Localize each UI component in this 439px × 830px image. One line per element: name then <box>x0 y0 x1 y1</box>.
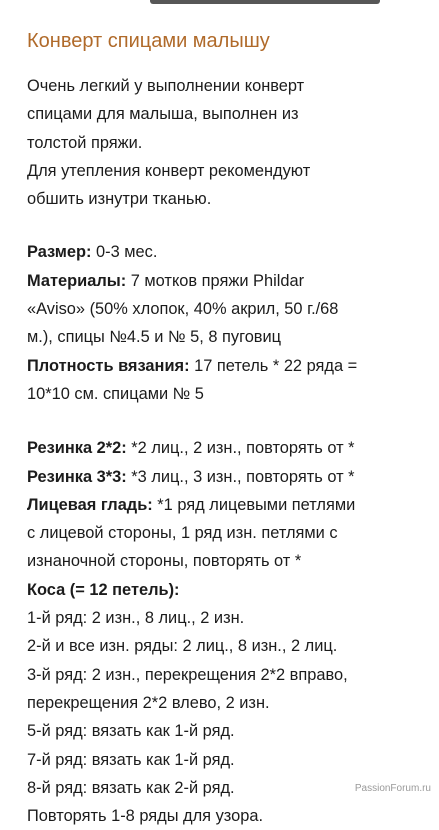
cable-row: 1-й ряд: 2 изн., 8 лиц., 2 изн. <box>27 609 245 628</box>
size-label: Размер: <box>27 243 92 262</box>
cable-row: Повторять 1-8 ряды для узора. <box>27 807 264 826</box>
page-title: Конверт спицами малышу <box>27 30 270 52</box>
intro-line: толстой пряжи. <box>27 133 143 152</box>
materials-row-cont: «Aviso» (50% хлопок, 40% акрил, 50 г./68 <box>27 300 339 319</box>
rib-3x3-row <box>27 463 427 491</box>
cable-row: перекрещения 2*2 влево, 2 изн. <box>27 693 270 712</box>
cable-row: 5-й ряд: вязать как 1-й ряд. <box>27 722 235 741</box>
rib-2x2-label: Резинка 2*2: <box>27 439 127 458</box>
rib-3x3-text: *3 лиц., 3 изн., повторять от * <box>126 467 355 486</box>
site-watermark: PassionForum.ru <box>354 783 431 794</box>
rib-3x3-label: Резинка 3*3: <box>27 467 127 486</box>
density-value: 17 петель * 22 ряда = <box>189 356 358 375</box>
cable-label: Коса (= 12 петель): <box>27 580 180 599</box>
materials-row <box>27 267 427 295</box>
top-cut-off-header <box>0 0 439 8</box>
patterns-block <box>27 434 427 830</box>
cable-heading <box>27 576 427 604</box>
stockinette-row <box>27 491 427 519</box>
density-row-cont: 10*10 см. спицами № 5 <box>27 384 204 403</box>
density-row <box>27 352 427 380</box>
article <box>27 28 427 830</box>
specs-block <box>27 238 427 408</box>
materials-row-cont: м.), спицы №4.5 и № 5, 8 пуговиц <box>27 328 282 347</box>
stockinette-row-cont: изнаночной стороны, повторять от * <box>27 552 302 571</box>
intro-line: Для утепления конверт рекомендуют <box>27 161 311 180</box>
intro-line: спицами для малыша, выполнен из <box>27 105 299 124</box>
size-row <box>27 238 427 266</box>
materials-value: 7 мотков пряжи Phildar <box>126 271 305 290</box>
materials-label: Материалы: <box>27 271 127 290</box>
cable-row: 7-й ряд: вязать как 1-й ряд. <box>27 750 235 769</box>
cut-off-heading-fragment <box>150 0 380 4</box>
stockinette-text: *1 ряд лицевыми петлями <box>152 495 356 514</box>
intro-line: Очень легкий у выполнении конверт <box>27 77 305 95</box>
cable-row: 8-й ряд: вязать как 2-й ряд. <box>27 778 235 797</box>
cable-row: 3-й ряд: 2 изн., перекрещения 2*2 вправо, <box>27 665 348 684</box>
stockinette-label: Лицевая гладь: <box>27 495 153 514</box>
stockinette-row-cont: с лицевой стороны, 1 ряд изн. петлями с <box>27 524 338 543</box>
rib-2x2-text: *2 лиц., 2 изн., повторять от * <box>126 439 355 458</box>
density-label: Плотность вязания: <box>27 356 190 375</box>
cable-row: 2-й и все изн. ряды: 2 лиц., 8 изн., 2 лиц. <box>27 637 338 656</box>
intro-paragraph <box>27 72 427 213</box>
size-value: 0-3 мес. <box>91 243 158 262</box>
rib-2x2-row <box>27 434 427 462</box>
intro-line: обшить изнутри тканью. <box>27 190 212 209</box>
